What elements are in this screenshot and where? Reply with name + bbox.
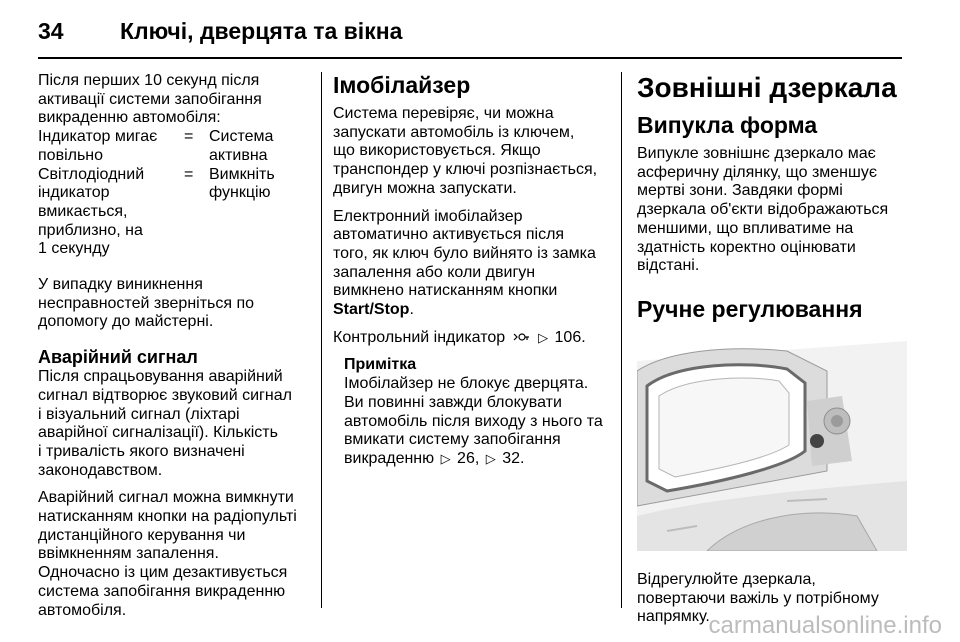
text-line: повертаючи важіль у потрібному	[637, 589, 879, 607]
text-line: вимкнено натисканням кнопки	[333, 282, 558, 300]
text-line: асферичну ділянку, що зменшує	[637, 163, 878, 181]
page-reference: 106.	[554, 328, 586, 346]
text-line: транспондер у ключі розпізнається,	[333, 161, 598, 179]
text-line: запалення або коли двигун	[333, 263, 536, 281]
note-block	[344, 356, 609, 468]
text-line: того, як ключ було вийнято із замка	[333, 244, 596, 262]
reference-arrow-icon: ▷	[485, 450, 496, 466]
manual-adjust-heading: Ручне регулювання	[637, 295, 863, 322]
text-line: система запобігання викраденню	[38, 582, 286, 600]
period: .	[409, 301, 414, 319]
text-line: вмикається,	[38, 202, 128, 220]
text-line: викраденню автомобіля:	[38, 109, 221, 127]
start-stop-label: Start/Stop	[333, 301, 410, 319]
page-number: 34	[38, 18, 64, 44]
text-line: запускати автомобіль із ключем,	[333, 123, 575, 141]
page-title: Ключі, дверцята та вікна	[120, 18, 403, 44]
text-line: У випадку виникнення	[38, 276, 203, 294]
text-line: відстані.	[637, 257, 700, 275]
status-row-1-left	[38, 128, 184, 165]
page-reference: 26,	[457, 449, 480, 467]
immobilizer-paragraph-2	[333, 208, 609, 320]
text-line: Електронний імобілайзер	[333, 207, 523, 225]
note-title: Примітка	[344, 356, 417, 374]
status-row-2-left	[38, 166, 184, 260]
text-line: Ви повинні завжди блокувати	[344, 393, 562, 411]
text-line: дзеркала об'єкти відображаються	[637, 201, 889, 219]
status-row-2-right	[209, 166, 314, 260]
text-line: Випукле зовнішнє дзеркало має	[637, 145, 876, 162]
text-line: Аварійний сигнал можна вимкнути	[38, 489, 294, 507]
page-header	[38, 12, 908, 52]
text-line: законодавством.	[38, 461, 163, 479]
text-line: Одночасно із цим дезактивується	[38, 564, 288, 582]
text-line: дистанційного керування чи	[38, 526, 246, 544]
text-line: приблизно, на	[38, 221, 143, 239]
malfunction-paragraph	[38, 276, 314, 332]
column-left	[38, 72, 314, 629]
text-line: активації системи запобігання	[38, 90, 262, 108]
text-line: Відрегулюйте дзеркала,	[637, 570, 816, 588]
column-right	[637, 72, 907, 636]
control-indicator-line	[333, 329, 609, 348]
text-line: меншими, що впливатиме на	[637, 219, 854, 237]
text-line: функцію	[209, 184, 271, 202]
text-line: 1 секунду	[38, 240, 110, 258]
immobilizer-heading: Імобілайзер	[333, 72, 471, 98]
text-line: що використовується. Якщо	[333, 142, 541, 160]
convex-heading: Випукла форма	[637, 112, 818, 138]
text-line: і тривалість якого визначені	[38, 442, 245, 460]
mirrors-heading: Зовнішні дзеркала	[637, 72, 897, 103]
text-line	[344, 450, 609, 469]
alarm-heading: Аварійний сигнал	[38, 347, 198, 368]
page-reference: 32.	[502, 449, 525, 467]
key-immobilizer-icon	[512, 329, 530, 348]
text-line: повільно	[38, 146, 104, 164]
text-line: напрямку.	[637, 608, 710, 626]
status-row-2-eq: =	[184, 165, 194, 183]
text-line	[333, 301, 609, 320]
reference-arrow-icon: ▷	[440, 450, 451, 466]
text-line: вмикати систему запобігання	[344, 431, 561, 449]
note-text: викраденню	[344, 449, 435, 467]
intro-paragraph	[38, 72, 314, 128]
reference-arrow-icon: ▷	[538, 329, 549, 345]
text-line: ввімкненням запалення.	[38, 545, 219, 563]
convex-paragraph	[637, 145, 907, 276]
text-line: натисканням кнопки на радіопульті	[38, 508, 297, 526]
text-line: допомогу до майстерні.	[38, 313, 214, 331]
text-line: несправностей зверніться по	[38, 294, 255, 312]
immobilizer-paragraph-1	[333, 105, 609, 199]
column-middle	[333, 72, 609, 469]
watermark: carmanualsonline.info	[708, 612, 942, 639]
text-line: двигун можна запускати.	[333, 179, 517, 197]
column-divider-2	[621, 72, 622, 608]
text-line: Індикатор мигає	[38, 128, 158, 146]
text-line: автоматично активується після	[333, 226, 565, 244]
text-line: автомобіля.	[38, 601, 127, 619]
text-line: індикатор	[38, 184, 110, 202]
text-line: здатність коректно оцінювати	[637, 238, 856, 256]
text-line: Вимкніть	[209, 165, 275, 183]
text-line: і візуальний сигнал (ліхтарі	[38, 405, 240, 423]
text-line: активна	[209, 146, 268, 164]
text-line: Світлодіодний	[38, 165, 145, 183]
alarm-paragraph-2	[38, 489, 314, 620]
alarm-paragraph-1	[38, 368, 314, 480]
text-line: автомобіль після виходу з нього та	[344, 412, 603, 430]
text-line: Система	[209, 128, 274, 146]
control-indicator-text: Контрольний індикатор	[333, 328, 506, 346]
text-line: Система перевіряє, чи можна	[333, 105, 554, 122]
text-line: Після спрацьовування аварійний	[38, 368, 283, 386]
note-body	[344, 375, 609, 469]
status-row-1-eq: =	[184, 128, 194, 146]
status-table	[38, 128, 314, 259]
mirror-illustration	[637, 341, 907, 551]
column-divider-1	[321, 72, 322, 608]
status-row-1-right	[209, 128, 314, 165]
text-line: мертві зони. Завдяки формі	[637, 182, 843, 200]
text-line: Імобілайзер не блокує дверцята.	[344, 375, 589, 393]
text-line: Після перших 10 секунд після	[38, 72, 260, 89]
text-line: сигнал відтворює звуковий сигнал	[38, 386, 292, 404]
text-line: аварійної сигналізації). Кількість	[38, 424, 278, 442]
header-rule	[38, 57, 902, 59]
